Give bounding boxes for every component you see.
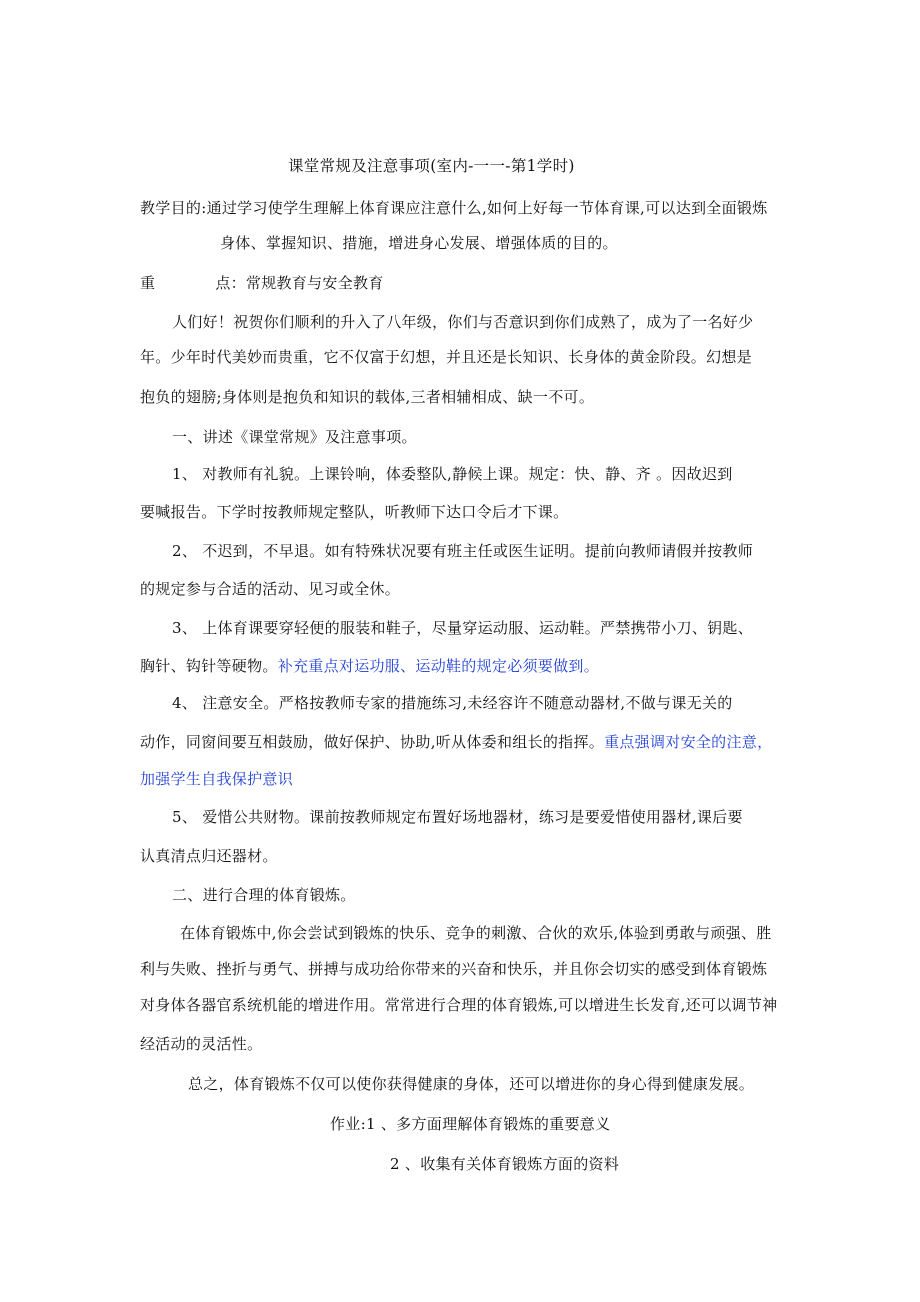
item1-line-1: 1、 对教师有礼貌。上课铃响，体委整队,静候上课。规定：快、静、齐 。因故迟到 [172, 465, 733, 483]
section2-heading: 二、进行合理的体育锻炼。 [172, 886, 356, 904]
item4-line-2-text: 动作，同窗间要互相鼓励，做好保护、协助,听从体委和组长的指挥。 [140, 733, 605, 751]
page-title: 课堂常规及注意事项(室内-一一-第1学时) [288, 157, 575, 175]
homework-item-2: 2 、收集有关体育锻炼方面的资料 [390, 1155, 620, 1173]
focus-label-b: 点： [215, 274, 246, 292]
item4-emphasis-note: 重点强调对安全的注意， [604, 733, 773, 751]
objective-line-2: 身体、掌握知识、措施，增进身心发展、增强体质的目的。 [220, 234, 618, 252]
homework-label: 作业: [330, 1115, 366, 1133]
objective-line-1 [140, 197, 768, 219]
intro-line-1: 人们好！祝贺你们顺利的升入了八年级，你们与否意识到你们成熟了，成为了一名好少 [172, 313, 754, 331]
section2-line-4: 经活动的灵活性。 [140, 1035, 263, 1053]
item3-emphasis-note: 补充重点对运功服、运动鞋的规定必须要做到。 [277, 657, 600, 675]
item5-line-1: 5、 爱惜公共财物。课前按教师规定布置好场地器材，练习是要爱惜使用器材,课后要 [172, 808, 743, 826]
intro-line-2: 年。少年时代美妙而贵重，它不仅富于幻想，并且还是长知识、长身体的黄金阶段。幻想是 [140, 348, 753, 366]
item2-line-2: 的规定参与合适的活动、见习或全休。 [140, 580, 401, 598]
focus-line [140, 272, 384, 294]
section2-line-3: 对身体各器官系统机能的增进作用。常常进行合理的体育锻炼,可以增进生长发育,还可以调节神 [140, 996, 778, 1014]
objective-label: 教学目的: [140, 199, 207, 217]
intro-line-3: 抱负的翅膀;身体则是抱负和知识的载体,三者相辅相成、缺一不可。 [140, 388, 595, 406]
item1-line-2: 要喊报告。下学时按教师规定整队，听教师下达口令后才下课。 [140, 503, 569, 521]
item3-line-1: 3、 上体育课要穿轻便的服装和鞋子，尽量穿运动服、运动鞋。严禁携带小刀、钥匙、 [172, 619, 754, 637]
item5-line-2: 认真清点归还器材。 [140, 847, 278, 865]
item4-line-3: 加强学生自我保护意识 [140, 770, 294, 788]
item2-line-1: 2、 不迟到，不早退。如有特殊状况要有班主任或医生证明。提前向教师请假并按教师 [172, 542, 754, 560]
section2-line-2: 利与失败、挫折与勇气、拼搏与成功给你带来的兴奋和快乐，并且你会切实的感受到体育锻炼 [140, 960, 768, 978]
summary-line: 总之，体育锻炼不仅可以使你获得健康的身体，还可以增进你的身心得到健康发展。 [188, 1075, 755, 1093]
focus-label-a: 重 [140, 274, 156, 292]
section2-line-1: 在体育锻炼中,你会尝试到锻炼的快乐、竞争的刺激、合伙的欢乐,体验到勇敢与顽强、胜 [180, 924, 772, 942]
focus-text: 常规教育与安全教育 [245, 274, 384, 292]
objective-text-1: 通过学习使学生理解上体育课应注意什么,如何上好每一节体育课,可以达到全面锻炼 [206, 199, 768, 217]
homework-item-1: 1 、多方面理解体育锻炼的重要意义 [365, 1115, 611, 1133]
section1-heading: 一、讲述《课堂常规》及注意事项。 [172, 428, 417, 446]
item4-line-2 [140, 731, 772, 753]
homework-line-1 [330, 1113, 610, 1135]
item3-line-2 [140, 655, 599, 677]
item4-line-1: 4、 注意安全。严格按教师专家的措施练习,未经容许不随意动器材,不做与课无关的 [172, 694, 733, 712]
item3-line-2-text: 胸针、钩针等硬物。 [140, 657, 278, 675]
